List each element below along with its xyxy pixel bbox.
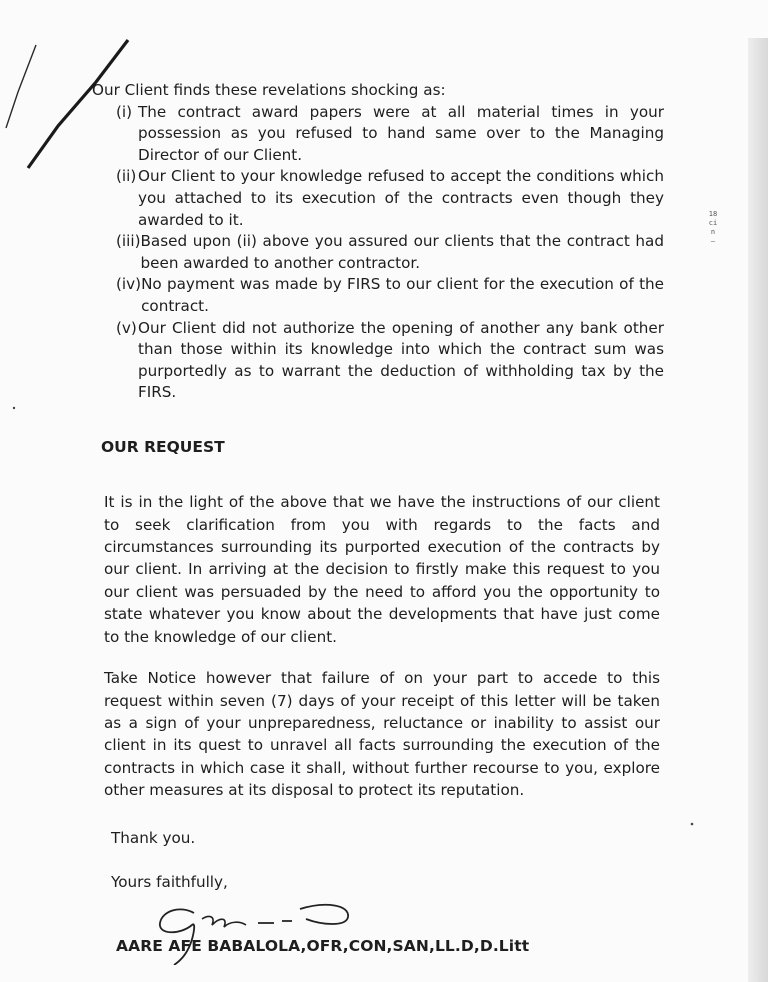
- item-number: (iv): [116, 275, 142, 294]
- list-item: [92, 231, 664, 274]
- margin-mark: 18: [708, 210, 718, 218]
- item-number: (iii): [116, 232, 141, 251]
- margin-marks: [706, 210, 720, 246]
- item-number: (ii): [116, 167, 137, 186]
- notice-paragraph: Take Notice however that failure of on your part to accede to this request within seven (7) days of your receipt of this letter will be taken as a sign of your unpreparedness, reluctance or inability to assist our client in its quest to unravel all facts surrounding the execution of the contracts in which case it shall, without further recourse to you, explore other measures at its disposal to protect its reputation.: [104, 669, 660, 800]
- item-text: Our Client to your knowledge refused to accept the conditions which you attached to its execution of the contracts even though they awarded to it.: [138, 167, 664, 229]
- item-number: (v): [116, 318, 137, 337]
- speck: [691, 823, 694, 826]
- list-item: [92, 274, 664, 317]
- margin-mark: ci: [708, 219, 718, 227]
- request-paragraph: It is in the light of the above that we have the instructions of our client to seek clarification from you with regards to the facts and circumstances surrounding its purported execution of the contracts by our client. In arriving at the decision to firstly make this request to you our client was persuaded by the need to afford you the opportunity to state whatever you know about the developments that have just come to the knowledge of our client.: [104, 493, 660, 646]
- margin-mark: —: [710, 237, 716, 245]
- pen-stroke-thin: [6, 45, 36, 128]
- item-text: The contract award papers were at all material times in your possession as you refused to hand same over to the Managing Director of our Client.: [138, 102, 664, 164]
- closing-line: Yours faithfully,: [111, 873, 228, 891]
- section-heading: OUR REQUEST: [101, 438, 225, 456]
- revelations-section: [92, 80, 664, 404]
- signatory-name: AARE AFE BABALOLA,OFR,CON,SAN,LL.D,D.Litt: [116, 937, 530, 955]
- item-number: (i): [116, 102, 133, 121]
- item-text: No payment was made by FIRS to our client for the execution of the contract.: [141, 275, 664, 315]
- intro-line: Our Client finds these revelations shocking as:: [92, 81, 446, 99]
- item-text: Based upon (ii) above you assured our clients that the contract had been awarded to another contractor.: [140, 232, 664, 272]
- list-item: [92, 166, 664, 231]
- thanks-line: Thank you.: [111, 829, 196, 847]
- item-text: Our Client did not authorize the opening of another any bank other than those within its knowledge into which the contract sum was purportedly as to warrant the deduction of withholding tax by the FIRS.: [138, 318, 664, 402]
- list-item: [92, 318, 664, 404]
- speck: [13, 407, 15, 409]
- list-item: [92, 102, 664, 167]
- margin-mark: n: [710, 228, 716, 236]
